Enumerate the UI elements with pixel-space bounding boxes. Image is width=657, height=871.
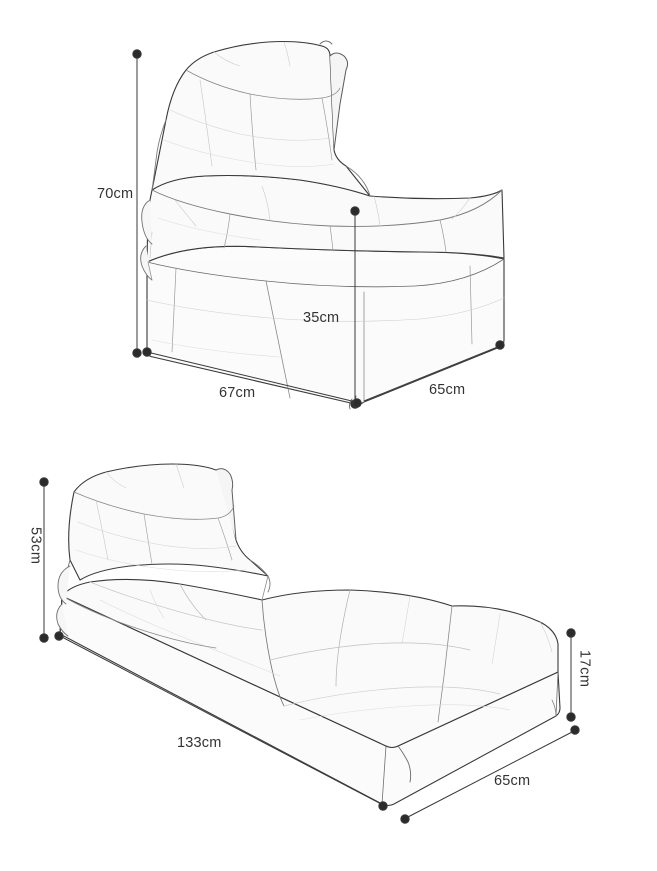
chair-height-label: 70cm [97,186,134,202]
bed-width-label: 65cm [494,773,531,789]
chair-seat-height-label: 35cm [303,310,340,326]
chair-width-label: 67cm [219,385,256,401]
bed-backrest-height-label: 53cm [27,527,44,565]
chair-depth-label: 65cm [429,382,466,398]
bed-length-label: 133cm [177,735,222,751]
bed-mattress-height-label: 17cm [576,650,593,688]
